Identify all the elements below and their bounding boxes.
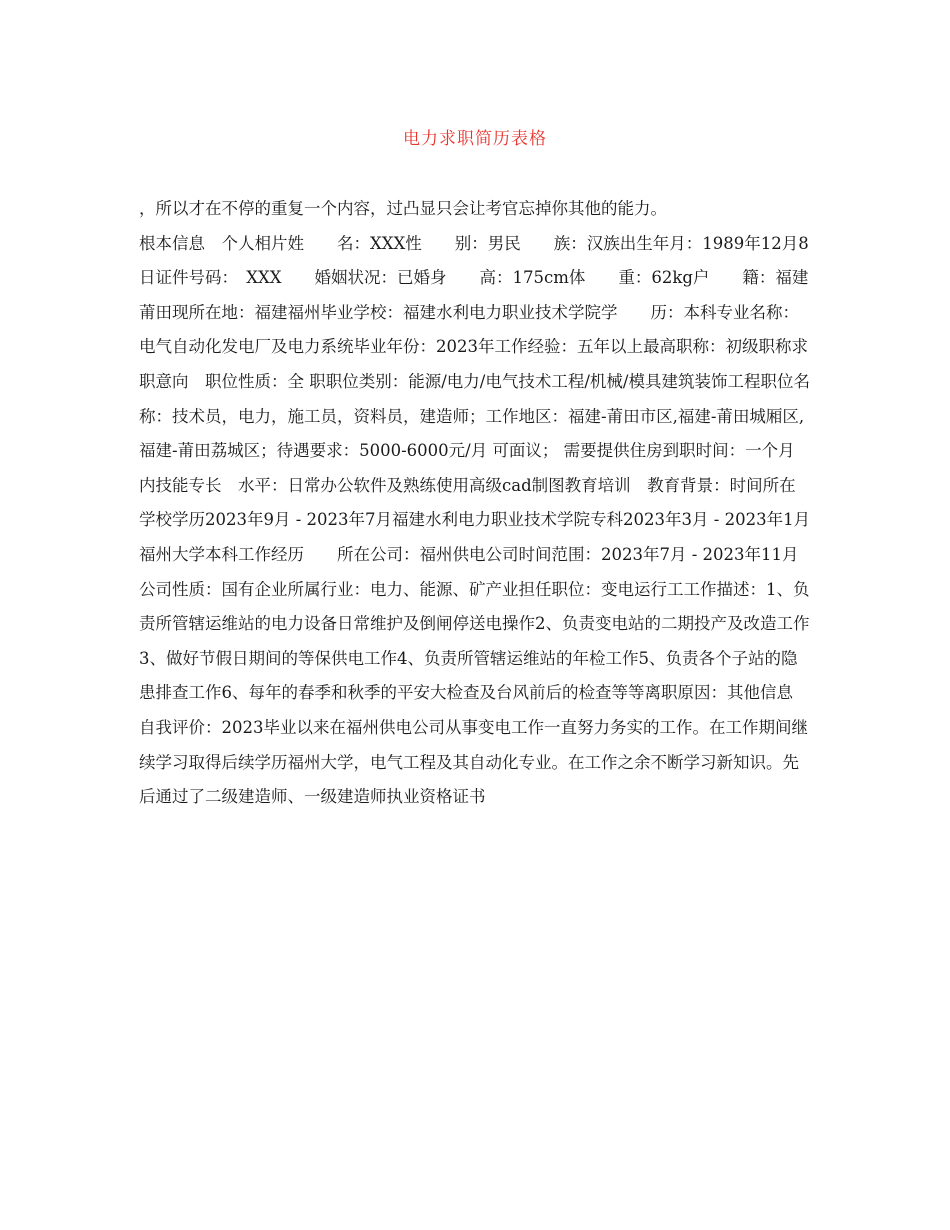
document-title: 电力求职简历表格 <box>403 129 547 149</box>
document-body: ，所以才在不停的重复一个内容，过凸显只会让考官忘掉你其他的能力。 根本信息 个人相片姓 名：XXX性 别：男民 族：汉族出生年月：1989年12月8日证件号码： XXX 婚姻状况：已婚身 高：175cm体 重：62kg户 籍：福建莆田现所在地：福建福州毕业学校：福建水利电力职业技术学院学 历：本科专业名称：电气自动化发电厂及电力系统毕业年份：2023年工作经验：五年以上最高职称：初级职称求职意向 职位性质：全 职职位类别：能源/电力/电气技术工程/机械/模具建筑装饰工程职位名称：技术员，电力，施工员，资料员，建造师；工作地区：福建-莆田市区,福建-莆田城厢区,福建-莆田荔城区；待遇要求：5000-6000元/月 可面议； 需要提供住房到职时间：一个月内技能专长 水平：日常办公软件及熟练使用高级cad制图教育培训 教育背景：时间所在学校学历2023年9月 - 2023年7月福建水利电力职业技术学院专科2023年3月 - 2023年1月福州大学本科工作经历 所在公司：福州供电公司时间范围：2023年7月 - 2023年11月公司性质：国有企业所属行业：电力、能源、矿产业担任职位：变电运行工工作描述：1、负责所管辖运维站的电力设备日常维护及倒闸停送电操作2、负责变电站的二期投产及改造工作3、做好节假日期间的等保供电工作4、负责所管辖运维站的年检工作5、负责各个子站的隐患排查工作6、每年的春季和秋季的平安大检查及台风前后的检查等等离职原因：其他信息 自我评价：2023毕业以来在福州供电公司从事变电工作一直努力务实的工作。在工作期间继续学习取得后续学历福州大学，电气工程及其自动化专业。在工作之余不断学习新知识。先后通过了二级建造师、一级建造师执业资格证书 <box>139 199 811 807</box>
